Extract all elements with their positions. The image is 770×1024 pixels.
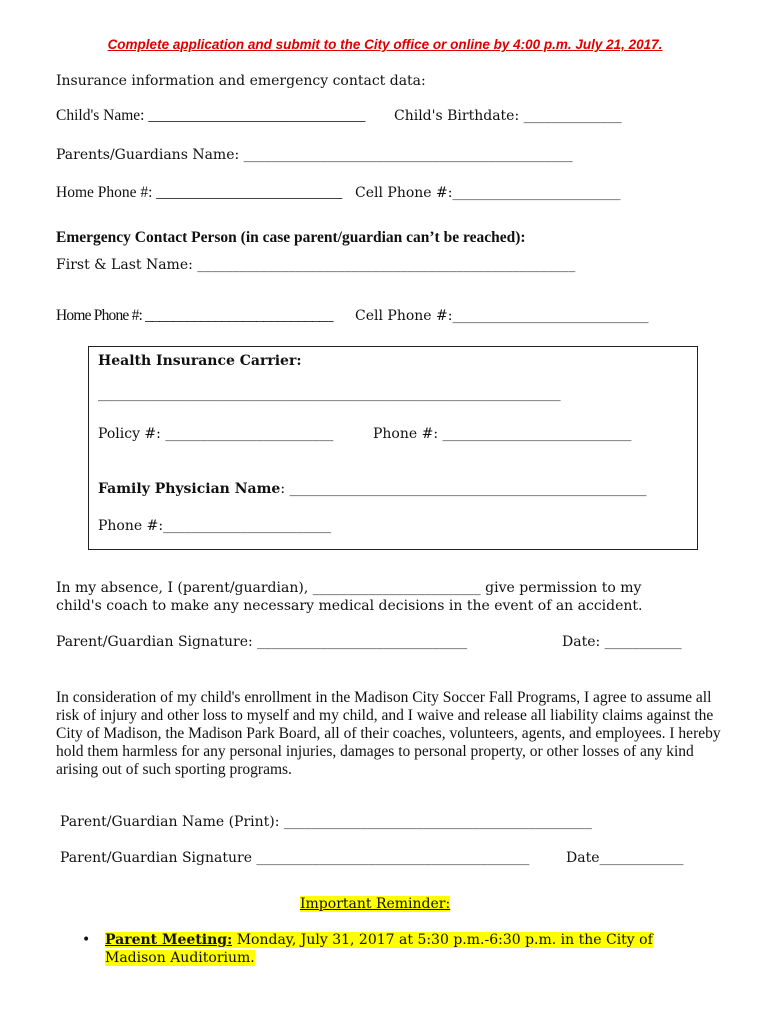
date-field[interactable]: Date: ___________: [562, 634, 682, 650]
permission-line-2: child's coach to make any necessary medical decisions in the event of an accident.: [56, 598, 643, 614]
parent-meeting-details-2: Madison Auditorium.: [105, 950, 255, 966]
submission-instruction: Complete application and submit to the City office or online by 4:00 p.m. July 21, 2017.: [107, 37, 663, 52]
insurance-carrier-label: Health Insurance Carrier:: [98, 353, 302, 369]
bullet-icon: •: [82, 932, 91, 948]
parent-meeting-details-1: Monday, July 31, 2017 at 5:30 p.m.-6:30 p.m. in the City of: [232, 932, 653, 948]
emergency-home-phone-field[interactable]: Home Phone #: ___________________________: [56, 307, 333, 324]
child-birthdate-field[interactable]: Child's Birthdate: ______________: [394, 108, 622, 124]
home-phone-field[interactable]: Home Phone #: ________________________: [56, 184, 343, 201]
permission-line-1: In my absence, I (parent/guardian), ________________________ give permission to my: [56, 580, 642, 596]
physician-phone-field[interactable]: Phone #:________________________: [98, 518, 332, 534]
physician-label: Family Physician Name: [98, 481, 281, 497]
child-name-field[interactable]: Child's Name: ____________________________: [56, 107, 366, 124]
emergency-cell-phone-field[interactable]: Cell Phone #:____________________________: [355, 308, 649, 324]
parents-name-field[interactable]: Parents/Guardians Name: _______________________________________________: [56, 147, 573, 163]
section-intro: Insurance information and emergency contact data:: [56, 73, 426, 89]
policy-number-field[interactable]: Policy #: ________________________: [98, 426, 334, 442]
cell-phone-field[interactable]: Cell Phone #:________________________: [355, 185, 621, 201]
waiver-paragraph: In consideration of my child's enrollment in the Madison City Soccer Fall Programs, I agree to assume all risk of injury and other loss to myself and my child, and I waive and release all liability claims against the City of Madison, the Madison Park Board, all of their coaches, volunteers, agents, and employees. I hereby hold them harmless for any personal injuries, damages to personal property, or other losses of any kind arising out of such sporting programs.: [56, 689, 721, 778]
guardian-print-name-field[interactable]: Parent/Guardian Name (Print): ____________________________________________: [60, 814, 592, 830]
physician-field[interactable]: [98, 481, 646, 497]
reminder-heading: Important Reminder:: [300, 896, 451, 912]
physician-blank[interactable]: : ___________________________________________________: [280, 481, 647, 497]
signature-field[interactable]: Parent/Guardian Signature: ______________________________: [56, 634, 468, 650]
parent-meeting-label: Parent Meeting:: [105, 932, 233, 948]
guardian-signature-field[interactable]: Parent/Guardian Signature _______________________________________: [60, 850, 530, 866]
insurance-carrier-field[interactable]: _____________________________________________________________________: [98, 386, 561, 402]
parent-meeting-reminder: [105, 932, 653, 948]
insurance-phone-field[interactable]: Phone #: ___________________________: [373, 426, 632, 442]
guardian-date-field[interactable]: Date____________: [566, 850, 684, 866]
emergency-name-field[interactable]: First & Last Name: ______________________________________________________: [56, 257, 576, 273]
emergency-heading: Emergency Contact Person (in case parent/guardian can’t be reached):: [56, 229, 526, 246]
